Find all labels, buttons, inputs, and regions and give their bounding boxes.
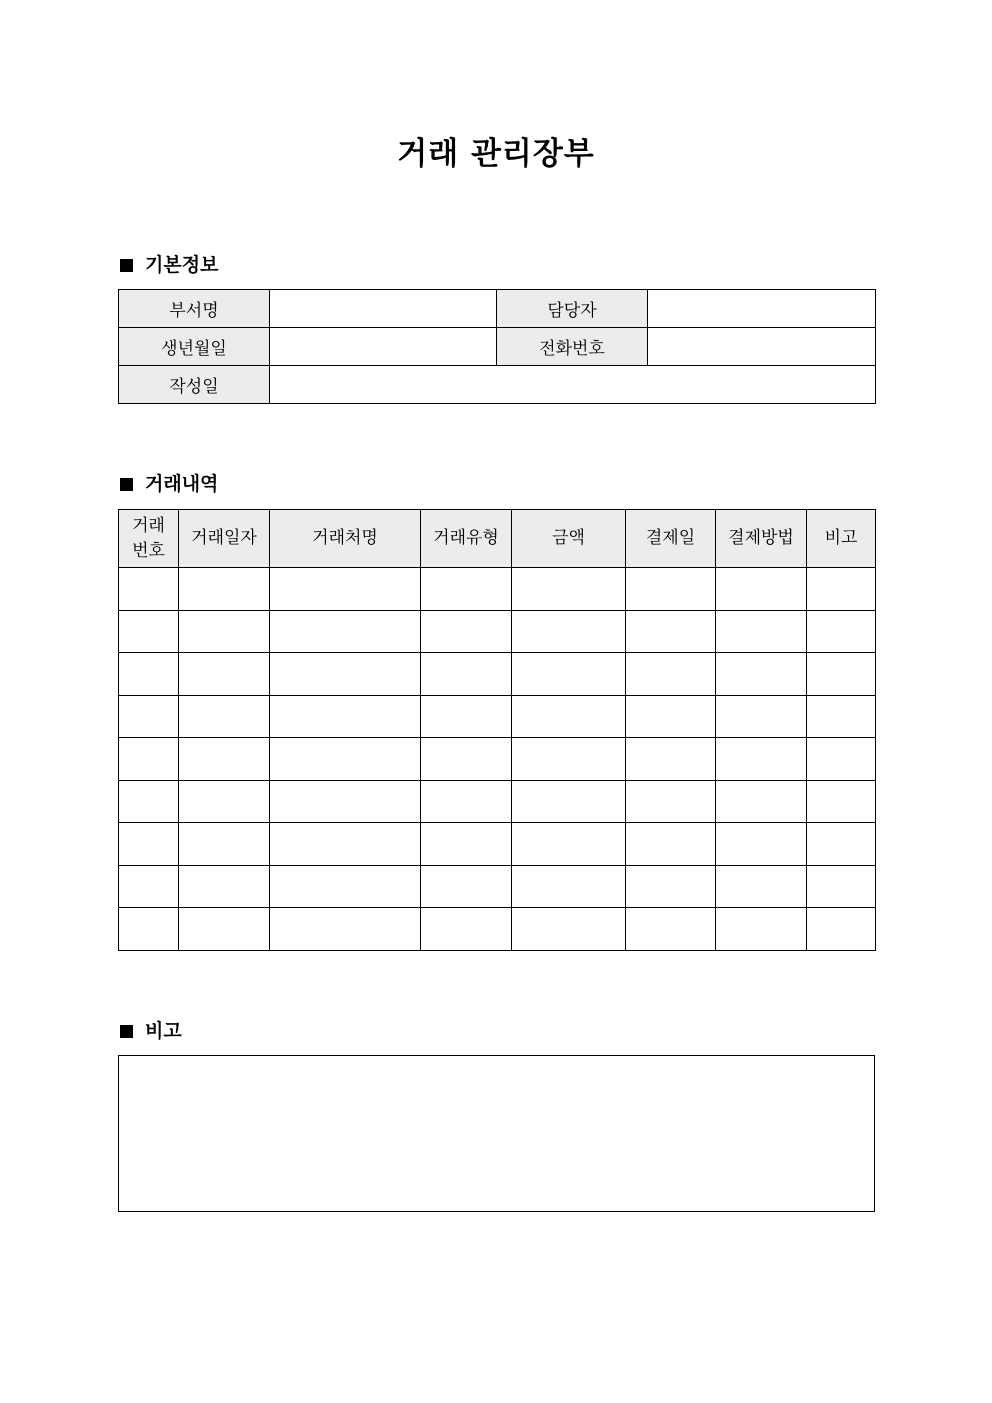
- col-header-payment-method: 결제방법: [716, 510, 807, 568]
- table-cell[interactable]: [421, 695, 512, 738]
- table-cell[interactable]: [716, 695, 807, 738]
- table-cell[interactable]: [626, 738, 716, 781]
- table-cell[interactable]: [512, 610, 626, 653]
- table-cell[interactable]: [179, 568, 270, 611]
- table-cell[interactable]: [270, 823, 421, 866]
- col-header-tx-number-text: 거래 번호: [132, 515, 165, 561]
- table-cell[interactable]: [270, 908, 421, 951]
- table-cell[interactable]: [512, 780, 626, 823]
- table-cell[interactable]: [421, 610, 512, 653]
- remarks-box[interactable]: [118, 1055, 875, 1212]
- manager-field[interactable]: [648, 290, 876, 328]
- table-cell[interactable]: [626, 653, 716, 696]
- table-cell[interactable]: [807, 780, 876, 823]
- square-bullet-icon: [120, 1025, 133, 1038]
- table-cell[interactable]: [119, 908, 179, 951]
- table-cell[interactable]: [512, 695, 626, 738]
- table-cell[interactable]: [716, 908, 807, 951]
- table-cell[interactable]: [119, 738, 179, 781]
- table-cell[interactable]: [119, 823, 179, 866]
- table-cell[interactable]: [716, 780, 807, 823]
- table-cell[interactable]: [179, 610, 270, 653]
- remarks-heading-text: 비고: [145, 1020, 182, 1042]
- table-cell[interactable]: [716, 823, 807, 866]
- col-header-amount: 금액: [512, 510, 626, 568]
- table-row: [119, 823, 876, 866]
- table-cell[interactable]: [807, 568, 876, 611]
- table-cell[interactable]: [626, 865, 716, 908]
- table-cell[interactable]: [270, 780, 421, 823]
- table-cell[interactable]: [512, 653, 626, 696]
- table-cell[interactable]: [421, 653, 512, 696]
- table-cell[interactable]: [421, 780, 512, 823]
- table-cell[interactable]: [421, 823, 512, 866]
- col-header-remarks: 비고: [807, 510, 876, 568]
- table-cell[interactable]: [421, 908, 512, 951]
- table-row: [119, 653, 876, 696]
- table-cell[interactable]: [119, 610, 179, 653]
- col-header-tx-number: [119, 510, 179, 568]
- department-field[interactable]: [270, 290, 497, 328]
- table-cell[interactable]: [119, 780, 179, 823]
- table-cell[interactable]: [179, 780, 270, 823]
- table-row: [119, 695, 876, 738]
- table-cell[interactable]: [179, 695, 270, 738]
- remarks-heading: [118, 1018, 182, 1044]
- created-date-label: 작성일: [119, 366, 270, 404]
- table-cell[interactable]: [270, 568, 421, 611]
- col-header-payment-date: 결제일: [626, 510, 716, 568]
- table-row: [119, 865, 876, 908]
- table-cell[interactable]: [512, 908, 626, 951]
- table-cell[interactable]: [716, 653, 807, 696]
- table-row: [119, 290, 876, 328]
- basic-info-heading: [118, 252, 218, 278]
- department-label: 부서명: [119, 290, 270, 328]
- square-bullet-icon: [120, 478, 133, 491]
- table-cell[interactable]: [807, 908, 876, 951]
- table-cell[interactable]: [626, 610, 716, 653]
- table-header-row: [119, 510, 876, 568]
- table-cell[interactable]: [421, 738, 512, 781]
- table-cell[interactable]: [716, 610, 807, 653]
- document-title: 거래 관리장부: [397, 136, 595, 172]
- table-cell[interactable]: [119, 695, 179, 738]
- transactions-heading: [118, 471, 218, 497]
- table-cell[interactable]: [179, 908, 270, 951]
- basic-info-table: [118, 289, 876, 404]
- table-cell[interactable]: [807, 738, 876, 781]
- square-bullet-icon: [120, 259, 133, 272]
- table-cell[interactable]: [421, 568, 512, 611]
- table-cell[interactable]: [807, 695, 876, 738]
- table-cell[interactable]: [626, 568, 716, 611]
- table-row: [119, 328, 876, 366]
- table-row: [119, 908, 876, 951]
- table-cell[interactable]: [179, 738, 270, 781]
- col-header-tx-date: 거래일자: [179, 510, 270, 568]
- table-cell[interactable]: [626, 908, 716, 951]
- table-cell[interactable]: [626, 823, 716, 866]
- table-cell[interactable]: [270, 695, 421, 738]
- table-cell[interactable]: [421, 865, 512, 908]
- table-cell[interactable]: [179, 653, 270, 696]
- table-cell[interactable]: [512, 865, 626, 908]
- table-cell[interactable]: [119, 865, 179, 908]
- table-cell[interactable]: [512, 738, 626, 781]
- col-header-tx-type: 거래유형: [421, 510, 512, 568]
- table-cell[interactable]: [807, 610, 876, 653]
- table-cell[interactable]: [807, 823, 876, 866]
- table-cell[interactable]: [807, 653, 876, 696]
- table-cell[interactable]: [270, 653, 421, 696]
- table-cell[interactable]: [270, 738, 421, 781]
- phone-field[interactable]: [648, 328, 876, 366]
- table-cell[interactable]: [270, 610, 421, 653]
- transactions-table: [118, 509, 876, 951]
- table-cell[interactable]: [179, 865, 270, 908]
- table-cell[interactable]: [807, 865, 876, 908]
- table-cell[interactable]: [716, 568, 807, 611]
- table-row: [119, 738, 876, 781]
- table-cell[interactable]: [626, 695, 716, 738]
- table-cell[interactable]: [512, 823, 626, 866]
- basic-info-heading-text: 기본정보: [145, 254, 219, 276]
- table-row: [119, 366, 876, 404]
- col-header-client-name: 거래처명: [270, 510, 421, 568]
- table-row: [119, 610, 876, 653]
- created-date-field[interactable]: [270, 366, 876, 404]
- table-cell[interactable]: [626, 780, 716, 823]
- birthdate-field[interactable]: [270, 328, 497, 366]
- table-cell[interactable]: [270, 865, 421, 908]
- transactions-heading-text: 거래내역: [145, 473, 219, 495]
- table-cell[interactable]: [716, 865, 807, 908]
- table-cell[interactable]: [512, 568, 626, 611]
- table-row: [119, 568, 876, 611]
- table-cell[interactable]: [119, 653, 179, 696]
- table-cell[interactable]: [179, 823, 270, 866]
- table-row: [119, 780, 876, 823]
- transactions-body: [119, 568, 876, 951]
- table-cell[interactable]: [119, 568, 179, 611]
- table-cell[interactable]: [716, 738, 807, 781]
- birthdate-label: 생년월일: [119, 328, 270, 366]
- manager-label: 담당자: [497, 290, 648, 328]
- phone-label: 전화번호: [497, 328, 648, 366]
